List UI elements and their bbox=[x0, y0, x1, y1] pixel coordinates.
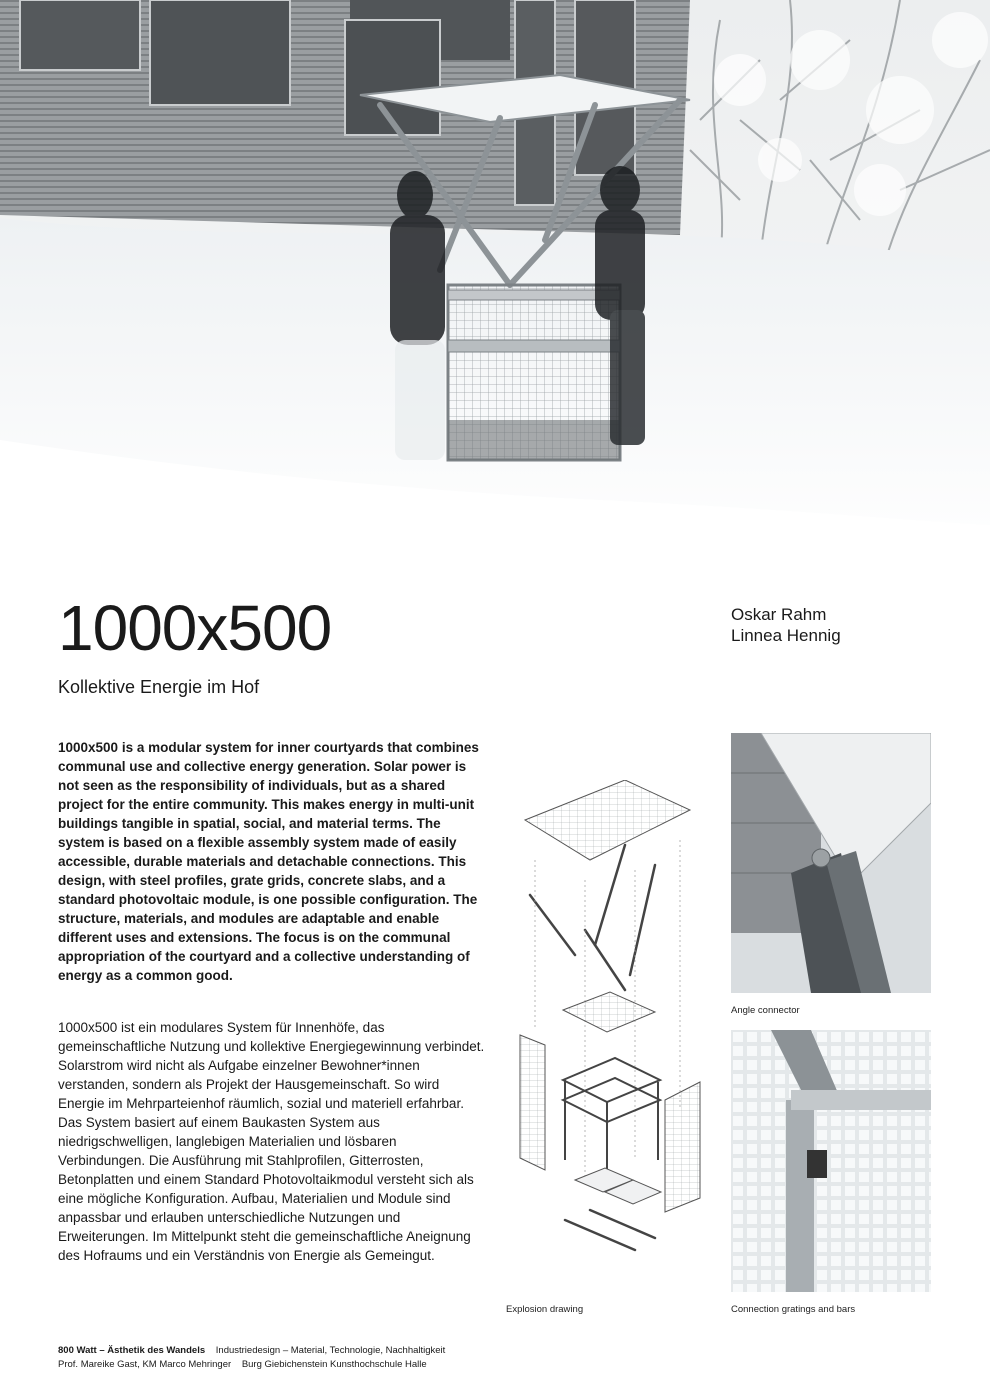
explosion-caption: Explosion drawing bbox=[506, 1304, 584, 1315]
footer-teachers: Prof. Mareike Gast, KM Marco Mehringer bbox=[58, 1359, 232, 1370]
footer bbox=[58, 1344, 453, 1372]
author-name: Oskar Rahm bbox=[731, 605, 827, 624]
explosion-drawing-illustration bbox=[505, 780, 705, 1290]
gratings-illustration bbox=[731, 1030, 931, 1292]
project-title: 1000x500 bbox=[58, 592, 332, 664]
angle-connector-photo bbox=[731, 733, 931, 993]
hero-photo-illustration bbox=[0, 0, 990, 560]
description-english: 1000x500 is a modular system for inner courtyards that combines communal use and collective energy generation. Solar power is not seen as the responsibility of individuals, but as a shared project for the entire community. This makes energy in multi-unit buildings tangible in spatial, social, and material terms. The system is based on a flexible assembly system made of easily accessible, durable materials and detachable connections. This design, with steel profiles, grate grids, concrete slabs, and a standard photovoltaic module, is one possible configuration. The structure, materials, and modules are adaptable and enable different uses and extensions. The focus is on the communal appropriation of the courtyard and a collective understanding of energy as a common good. bbox=[58, 740, 479, 983]
gratings-caption: Connection gratings and bars bbox=[731, 1304, 856, 1315]
project-subtitle: Kollektive Energie im Hof bbox=[58, 677, 260, 697]
shelf-cage bbox=[448, 285, 620, 460]
footer-course: 800 Watt – Ästhetik des Wandels bbox=[58, 1345, 206, 1356]
author-list bbox=[731, 604, 841, 646]
gratings-photo bbox=[731, 1030, 931, 1292]
angle-connector-illustration bbox=[731, 733, 931, 993]
description-german: 1000x500 ist ein modulares System für Innenhöfe, das gemeinschaftliche Nutzung und kollektive Energiegewinnung verbindet. Solarstrom wird nicht als Aufgabe einzelner Bewohner*innen verstanden, sondern als Projekt der Hausgemeinschaft. So wird Energie im Mehrparteienhof räumlich, sozial und materiell erfahrbar. Das System basiert auf einem Baukasten System aus niedrigschwelligen, langlebigen Materialien und lösbaren Verbindungen. Die Ausführung mit Stahlprofilen, Gitterrosten, Betonplatten und einem Standard Photovoltaikmodul versteht sich als eine mögliche Konfiguration. Aufbau, Materialien und Module sind anpassbar und erlauben unterschiedliche Nutzungen und Erweiterungen. Im Mittelpunkt steht die gemeinschaftliche Aneignung des Hofraums und ein Verständnis von Energie als Gemeingut. bbox=[58, 1020, 485, 1263]
footer-school: Burg Giebichenstein Kunsthochschule Halle bbox=[241, 1359, 427, 1370]
author-name: Linnea Hennig bbox=[731, 626, 841, 645]
angle-connector-caption: Angle connector bbox=[731, 1005, 800, 1016]
hero-photo bbox=[0, 0, 990, 560]
footer-program: Industriedesign – Material, Technologie, Nachhaltigkeit bbox=[215, 1345, 446, 1356]
explosion-drawing bbox=[505, 780, 705, 1290]
